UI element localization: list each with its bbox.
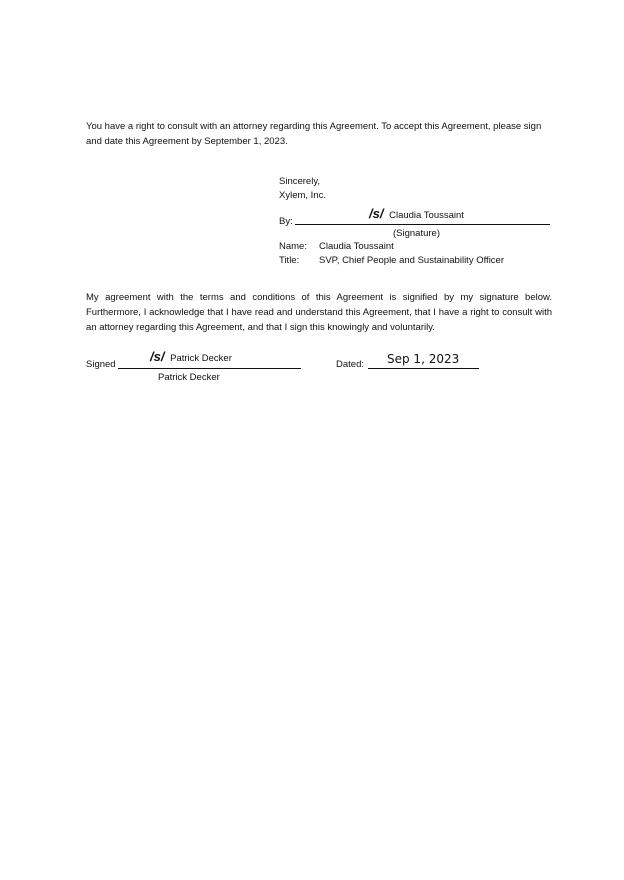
title-value: SVP, Chief People and Sustainability Officer (319, 255, 505, 266)
printed-name: Patrick Decker (158, 372, 220, 383)
date-value: Sep 1, 2023 (387, 352, 460, 366)
signature-caption: (Signature) (393, 228, 440, 239)
signature-mark: /s/ (150, 349, 165, 364)
signed-label: Signed (86, 359, 116, 370)
signature-name: Claudia Toussaint (389, 210, 464, 221)
intro-paragraph: You have a right to consult with an attorney regarding this Agreement. To accept this Agreement, please sign and date this Agreement by September 1, 2023. (86, 121, 542, 147)
date-line (368, 368, 479, 369)
signature-mark: /s/ (369, 206, 384, 221)
name-value: Claudia Toussaint (319, 241, 394, 252)
name-label: Name: (279, 241, 307, 252)
signature-name: Patrick Decker (170, 353, 232, 364)
employee-signature-line (118, 368, 301, 369)
employee-signature (150, 349, 232, 364)
acknowledgement-paragraph: My agreement with the terms and conditions of this Agreement is signified by my signature below. Furthermore, I acknowledge that I have read and understand this Agreement, that I have a right to consult with an attorney regarding this Agreement, and that I sign this knowingly and voluntarily. (86, 292, 552, 333)
company-signature-line (295, 224, 550, 225)
title-label: Title: (279, 255, 300, 266)
dated-label: Dated: (336, 359, 364, 370)
company-name: Xylem, Inc. (279, 190, 326, 201)
closing-salutation: Sincerely, (279, 176, 321, 187)
company-signature (369, 206, 464, 221)
by-label: By: (279, 216, 293, 227)
